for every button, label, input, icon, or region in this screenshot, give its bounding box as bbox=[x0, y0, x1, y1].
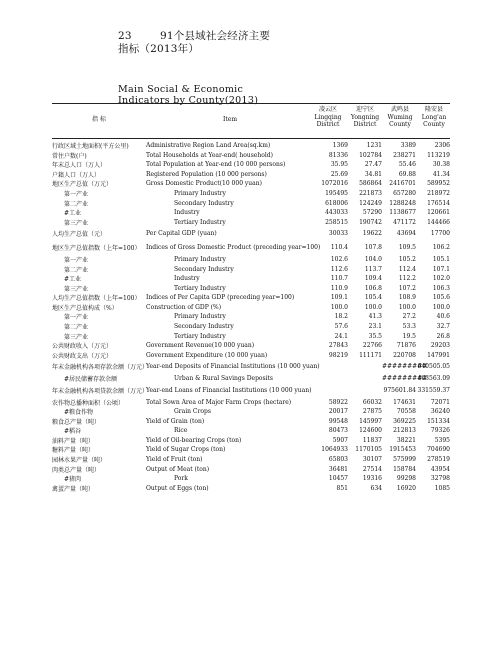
table-row bbox=[52, 160, 450, 170]
row-label-zh: #粮食作物 bbox=[64, 409, 94, 417]
cell-value: 443033 bbox=[325, 209, 348, 217]
cell-value: 5395 bbox=[434, 436, 450, 444]
cell-value: 158784 bbox=[393, 465, 416, 473]
cell-value: 111171 bbox=[359, 351, 382, 359]
table-row bbox=[52, 208, 450, 218]
row-label-en: Indices of Per Capita GDP (preceding year=100) bbox=[146, 294, 295, 302]
row-label-zh: 园林水果产量（吨） bbox=[52, 457, 107, 465]
table-row bbox=[52, 170, 450, 180]
table-row bbox=[52, 474, 450, 484]
table-row bbox=[52, 350, 450, 360]
cell-value bbox=[348, 383, 382, 397]
cell-value: 109.1 bbox=[330, 294, 348, 302]
row-label-en: Government Revenue(10 000 yuan) bbox=[146, 342, 255, 350]
cell-value: 29203 bbox=[430, 342, 450, 350]
title-en-line2: Indicators by County(2013) bbox=[118, 95, 259, 106]
header-county-3 bbox=[382, 106, 418, 129]
table-row bbox=[52, 417, 450, 427]
cell-value: 221873 bbox=[359, 190, 382, 197]
cell-value: 19.5 bbox=[402, 332, 416, 340]
cell-value: 190742 bbox=[359, 218, 382, 226]
cell-value: 110.9 bbox=[330, 284, 348, 292]
cell-value: 27514 bbox=[362, 465, 382, 473]
cell-value: 586864 bbox=[359, 180, 382, 188]
cell-value: 24.1 bbox=[334, 332, 348, 340]
row-label-zh: 第一产业 bbox=[64, 257, 89, 265]
cell-value: 174631 bbox=[393, 398, 416, 406]
row-label-zh: 年末金融机构各项存款余额（万元） bbox=[52, 364, 149, 372]
header-county-1 bbox=[310, 106, 346, 129]
cell-value bbox=[348, 374, 382, 384]
county-en: Wuming bbox=[387, 113, 413, 121]
table-row bbox=[52, 284, 450, 294]
cell-value: 41.34 bbox=[432, 170, 450, 178]
table-row bbox=[52, 407, 450, 417]
cell-value: 100.0 bbox=[398, 303, 416, 311]
row-label-zh: 地区生产总值构成（%） bbox=[52, 304, 118, 312]
cell-value: 218972 bbox=[427, 190, 450, 197]
table-body bbox=[52, 141, 450, 493]
table-header bbox=[52, 104, 450, 136]
row-label-zh: #猪肉 bbox=[64, 476, 82, 484]
cell-value: 107.8 bbox=[364, 244, 382, 252]
table-row bbox=[52, 397, 450, 407]
cell-value: 1915453 bbox=[389, 446, 416, 454]
row-label-zh: 第三产业 bbox=[64, 219, 89, 227]
title-en-line1: Main Social & Economic bbox=[118, 84, 244, 95]
cell-value: 109.4 bbox=[364, 275, 382, 283]
table-row bbox=[52, 331, 450, 341]
title-zh-line2: 指标（2013年） bbox=[118, 43, 200, 55]
row-label-zh: 第一产业 bbox=[64, 314, 89, 322]
row-label-zh: 公共财政收入（万元） bbox=[52, 343, 113, 351]
cell-value: 43954 bbox=[430, 465, 450, 473]
table-row bbox=[52, 189, 450, 199]
cell-value: 55.46 bbox=[398, 161, 416, 169]
row-label-en: Secondary Industry bbox=[174, 323, 234, 331]
cell-value: 27843 bbox=[328, 342, 348, 350]
cell-value: 72071 bbox=[430, 398, 450, 406]
table-row bbox=[52, 217, 450, 227]
row-label-en: Construction of GDP (%) bbox=[146, 303, 222, 311]
row-label-zh: #居民储蓄存款余额 bbox=[64, 376, 118, 384]
cell-value: 1288248 bbox=[389, 199, 416, 207]
data-table bbox=[52, 141, 450, 493]
cell-value: 57290 bbox=[362, 209, 382, 217]
cell-value: 10457 bbox=[328, 475, 348, 483]
cell-value: 704690 bbox=[427, 446, 450, 454]
cell-value: 589952 bbox=[427, 180, 450, 188]
cell-value: 80473 bbox=[328, 427, 348, 435]
cell-value: 17700 bbox=[430, 230, 450, 238]
row-label-zh: 第三产业 bbox=[64, 285, 89, 293]
table-row bbox=[52, 455, 450, 465]
header-item: Item bbox=[222, 116, 238, 123]
table-row bbox=[52, 383, 450, 397]
row-label-en: Grain Crops bbox=[174, 408, 211, 416]
row-label-zh: 第一产业 bbox=[64, 191, 89, 198]
cell-value: 19316 bbox=[362, 475, 382, 483]
cell-value: 105.2 bbox=[398, 256, 416, 264]
cell-value: 58922 bbox=[328, 398, 348, 406]
row-label-en: Primary Industry bbox=[174, 313, 226, 321]
row-label-zh: 常住户数(户) bbox=[52, 152, 87, 160]
cell-value: 1170105 bbox=[355, 446, 382, 454]
row-label-en: Tertiary Industry bbox=[174, 284, 226, 292]
cell-value: 113219 bbox=[427, 151, 450, 159]
table-row bbox=[52, 426, 450, 436]
cell-value: 53.3 bbox=[402, 323, 416, 331]
table-number: 23 bbox=[118, 30, 132, 42]
table-row bbox=[52, 227, 450, 241]
row-label-zh: 粮食总产量（吨） bbox=[52, 418, 101, 426]
cell-value: 35.95 bbox=[330, 161, 348, 169]
cell-value: 112.6 bbox=[330, 265, 348, 273]
cell-value: 2416701 bbox=[389, 180, 416, 188]
county-en: Long'an bbox=[421, 113, 447, 121]
cell-value: 105.4 bbox=[364, 294, 382, 302]
cell-value: ######### bbox=[382, 375, 428, 383]
cell-value: 106.3 bbox=[432, 284, 450, 292]
cell-value: 98219 bbox=[328, 351, 348, 359]
cell-value: 110.4 bbox=[330, 244, 348, 252]
row-label-zh: 年末金融机构各项贷款余额（万元） bbox=[52, 387, 149, 395]
cell-value: 40.6 bbox=[436, 313, 450, 321]
cell-value: 105.6 bbox=[432, 294, 450, 302]
cell-value: 640505.05 bbox=[417, 363, 450, 371]
cell-value: 35.5 bbox=[368, 332, 382, 340]
header-county-4 bbox=[416, 106, 452, 129]
row-label-en: Total Sown Area of Major Farm Crops (hectare) bbox=[146, 398, 292, 406]
table-row bbox=[52, 483, 450, 493]
row-label-en: Year-end Deposits of Financial Institutions (10 000 yuan) bbox=[146, 363, 320, 371]
cell-value: 471172 bbox=[393, 218, 416, 226]
cell-value: 41.3 bbox=[368, 313, 382, 321]
county-zh: 武鸣县 bbox=[390, 106, 409, 113]
row-label-zh: 人均生产总值（元） bbox=[52, 231, 107, 239]
cell-value: 81336 bbox=[328, 151, 348, 159]
cell-value: 220708 bbox=[393, 351, 416, 359]
cell-value: 110.7 bbox=[330, 275, 348, 283]
cell-value: 212813 bbox=[393, 427, 416, 435]
header-bottom-rule bbox=[52, 138, 450, 139]
row-label-en: Pork bbox=[174, 475, 188, 483]
table-row bbox=[52, 445, 450, 455]
cell-value: 109.5 bbox=[398, 244, 416, 252]
cell-value: 102.6 bbox=[330, 256, 348, 264]
cell-value: 147991 bbox=[427, 351, 450, 359]
cell-value: 65803 bbox=[328, 456, 348, 464]
table-row bbox=[52, 436, 450, 446]
cell-value: 105.1 bbox=[432, 256, 450, 264]
row-label-zh: 第三产业 bbox=[64, 333, 89, 341]
row-label-zh: 糖料产量（吨） bbox=[52, 447, 95, 455]
cell-value: 2306 bbox=[434, 142, 450, 150]
cell-value: 657280 bbox=[393, 190, 416, 197]
cell-value: 144466 bbox=[427, 218, 450, 226]
row-label-en: Tertiary Industry bbox=[174, 218, 226, 226]
cell-value: 70558 bbox=[396, 408, 416, 416]
row-label-en: Industry bbox=[174, 209, 200, 217]
cell-value: 99298 bbox=[396, 475, 416, 483]
row-label-zh: 第二产业 bbox=[64, 324, 89, 332]
county-type: County bbox=[389, 121, 411, 128]
table-row bbox=[52, 179, 450, 189]
cell-value: 79326 bbox=[430, 427, 450, 435]
row-label-en: Tertiary Industry bbox=[174, 332, 226, 340]
table-row bbox=[52, 293, 450, 303]
cell-value: 238271 bbox=[393, 151, 416, 159]
row-label-en: Output of Eggs (ton) bbox=[146, 484, 209, 492]
row-label-en: Output of Meat (ton) bbox=[146, 465, 210, 473]
table-row bbox=[52, 264, 450, 274]
row-label-en: Yield of Fruit (ton) bbox=[146, 456, 203, 464]
row-label-en: Secondary Industry bbox=[174, 265, 234, 273]
row-label-zh: 户籍人口（万人） bbox=[52, 171, 101, 179]
cell-value: 108.9 bbox=[398, 294, 416, 302]
county-en: Yongning bbox=[350, 113, 380, 121]
row-label-zh: 第二产业 bbox=[64, 266, 89, 274]
cell-value: 30033 bbox=[328, 230, 348, 238]
row-label-en: Rice bbox=[174, 427, 188, 435]
row-label-en: Per Capital GDP (yuan) bbox=[146, 230, 217, 238]
title-zh-line1: 91个县域社会经济主要 bbox=[160, 30, 271, 42]
cell-value bbox=[314, 374, 348, 384]
cell-value: 100.0 bbox=[330, 303, 348, 311]
row-label-zh: 农作物总播种面积（公顷） bbox=[52, 399, 125, 407]
row-label-zh: 禽蛋产量（吨） bbox=[52, 485, 95, 493]
row-label-en: Year-end Loans of Financial Institutions (10 000 yuan) bbox=[146, 386, 312, 394]
county-type: District bbox=[353, 121, 377, 128]
cell-value: 18.2 bbox=[334, 313, 348, 321]
cell-value: 57.6 bbox=[334, 323, 348, 331]
cell-value: 107.1 bbox=[432, 265, 450, 273]
cell-value: 32.7 bbox=[436, 323, 450, 331]
row-label-en: Primary Industry bbox=[174, 190, 226, 197]
cell-value: 11837 bbox=[362, 436, 382, 444]
county-en: Lingqing bbox=[314, 113, 342, 121]
cell-value: 107.2 bbox=[398, 284, 416, 292]
cell-value: 113.7 bbox=[364, 265, 382, 273]
row-label-zh: 人均生产总值指数（上年=100） bbox=[52, 295, 141, 303]
cell-value: 106.8 bbox=[364, 284, 382, 292]
row-label-en: Gross Domestic Product(10 000 yuan) bbox=[146, 180, 262, 188]
cell-value: 30.38 bbox=[432, 161, 450, 169]
cell-value: 20017 bbox=[328, 408, 348, 416]
cell-value: 1072016 bbox=[321, 180, 348, 188]
row-label-zh: #工业 bbox=[64, 276, 82, 284]
row-label-en: Yield of Oil-bearing Crops (ton) bbox=[146, 436, 242, 444]
row-label-en: Indices of Gross Domestic Product (preceding year=100) bbox=[146, 244, 321, 252]
cell-value: 634 bbox=[370, 484, 382, 492]
cell-value: 463563.09 bbox=[417, 375, 450, 383]
cell-value: 102.0 bbox=[432, 275, 450, 283]
cell-value: 195495 bbox=[325, 190, 348, 197]
county-type: District bbox=[316, 121, 340, 128]
cell-value bbox=[348, 360, 382, 374]
cell-value: 106.2 bbox=[432, 244, 450, 252]
cell-value: 5907 bbox=[332, 436, 348, 444]
table-row bbox=[52, 464, 450, 474]
cell-value: 99548 bbox=[328, 417, 348, 425]
row-label-zh: 行政区域土地面积(平方公里) bbox=[52, 143, 129, 151]
cell-value: 1064933 bbox=[321, 446, 348, 454]
cell-value: 23.1 bbox=[368, 323, 382, 331]
row-label-zh: 地区生产总值（万元） bbox=[52, 181, 113, 189]
table-row bbox=[52, 198, 450, 208]
table-row bbox=[52, 241, 450, 255]
table-row bbox=[52, 360, 450, 374]
cell-value: 258515 bbox=[325, 218, 348, 226]
row-label-en: Total Population at Year-end (10 000 persons) bbox=[146, 161, 286, 169]
cell-value: 331559.37 bbox=[417, 386, 450, 394]
county-zh: 隆安县 bbox=[424, 106, 443, 113]
cell-value: 30107 bbox=[362, 456, 382, 464]
county-zh: 凌云区 bbox=[318, 106, 337, 113]
cell-value: 278519 bbox=[427, 456, 450, 464]
cell-value: 32798 bbox=[430, 475, 450, 483]
cell-value: 43694 bbox=[396, 230, 416, 238]
cell-value: 71876 bbox=[396, 342, 416, 350]
cell-value: 124600 bbox=[359, 427, 382, 435]
cell-value: 102784 bbox=[359, 151, 382, 159]
table-row bbox=[52, 274, 450, 284]
table-row bbox=[52, 312, 450, 322]
row-label-zh: 第二产业 bbox=[64, 200, 89, 208]
row-label-zh: 年末总人口（万人） bbox=[52, 162, 107, 170]
cell-value: 3389 bbox=[400, 142, 416, 150]
cell-value: 112.4 bbox=[398, 265, 416, 273]
row-label-en: Urban & Rural Savings Deposits bbox=[174, 375, 274, 383]
cell-value: 124249 bbox=[359, 199, 382, 207]
cell-value: 1369 bbox=[332, 142, 348, 150]
row-label-en: Yield of Grain (ton) bbox=[146, 417, 205, 425]
row-label-en: Government Expenditure (10 000 yuan) bbox=[146, 351, 268, 359]
cell-value: 19622 bbox=[362, 230, 382, 238]
cell-value: 1138677 bbox=[389, 209, 416, 217]
cell-value: 151334 bbox=[427, 417, 450, 425]
cell-value: 27875 bbox=[362, 408, 382, 416]
table-row bbox=[52, 151, 450, 161]
cell-value: 16920 bbox=[396, 484, 416, 492]
row-label-en: Total Households at Year-end( household) bbox=[146, 151, 273, 159]
cell-value: ######### bbox=[382, 363, 428, 371]
row-label-zh: #工业 bbox=[64, 210, 82, 218]
cell-value: 22766 bbox=[362, 342, 382, 350]
row-label-zh: 油料产量（吨） bbox=[52, 437, 95, 445]
cell-value: 369225 bbox=[393, 417, 416, 425]
row-label-en: Secondary Industry bbox=[174, 199, 234, 207]
cell-value: 104.0 bbox=[364, 256, 382, 264]
row-label-en: Primary Industry bbox=[174, 256, 226, 264]
cell-value: 34.81 bbox=[364, 170, 382, 178]
cell-value: 618006 bbox=[325, 199, 348, 207]
row-label-en: Registered Population (10 000 persons) bbox=[146, 170, 267, 178]
cell-value: 69.88 bbox=[398, 170, 416, 178]
table-row bbox=[52, 341, 450, 351]
header-indicator: 指 标 bbox=[92, 116, 106, 123]
cell-value: 120661 bbox=[427, 209, 450, 217]
cell-value: 145997 bbox=[359, 417, 382, 425]
cell-value: 36481 bbox=[328, 465, 348, 473]
cell-value bbox=[314, 383, 348, 397]
county-zh: 迎宁区 bbox=[355, 106, 374, 113]
table-row bbox=[52, 374, 450, 384]
row-label-zh: 公共财政支出（万元） bbox=[52, 352, 113, 360]
header-county-2 bbox=[347, 106, 383, 129]
cell-value: 66032 bbox=[362, 398, 382, 406]
cell-value: 100.0 bbox=[432, 303, 450, 311]
cell-value: 25.69 bbox=[330, 170, 348, 178]
page-title bbox=[118, 30, 270, 56]
row-label-zh: 肉类总产量（吨） bbox=[52, 466, 101, 474]
row-label-zh: 地区生产总值指数（上年=100） bbox=[52, 245, 141, 253]
table-row bbox=[52, 255, 450, 265]
row-label-en: Administrative Region Land Area(sq.km) bbox=[146, 142, 271, 150]
cell-value: 27.47 bbox=[364, 161, 382, 169]
row-label-zh: #稻谷 bbox=[64, 428, 82, 436]
cell-value: 36240 bbox=[430, 408, 450, 416]
cell-value: 100.0 bbox=[364, 303, 382, 311]
row-label-en: Industry bbox=[174, 275, 200, 283]
table-row bbox=[52, 303, 450, 313]
cell-value: 26.8 bbox=[436, 332, 450, 340]
cell-value: 975601.84 bbox=[383, 386, 416, 394]
cell-value: 575999 bbox=[393, 456, 416, 464]
cell-value: 38221 bbox=[396, 436, 416, 444]
cell-value: 27.2 bbox=[402, 313, 416, 321]
cell-value: 1085 bbox=[434, 484, 450, 492]
table-row bbox=[52, 322, 450, 332]
table-row bbox=[52, 141, 450, 151]
cell-value: 851 bbox=[336, 484, 348, 492]
cell-value: 112.2 bbox=[398, 275, 416, 283]
cell-value: 1231 bbox=[366, 142, 382, 150]
cell-value: 176514 bbox=[427, 199, 450, 207]
row-label-en: Yield of Sugar Crops (ton) bbox=[146, 446, 226, 454]
county-type: County bbox=[423, 121, 445, 128]
